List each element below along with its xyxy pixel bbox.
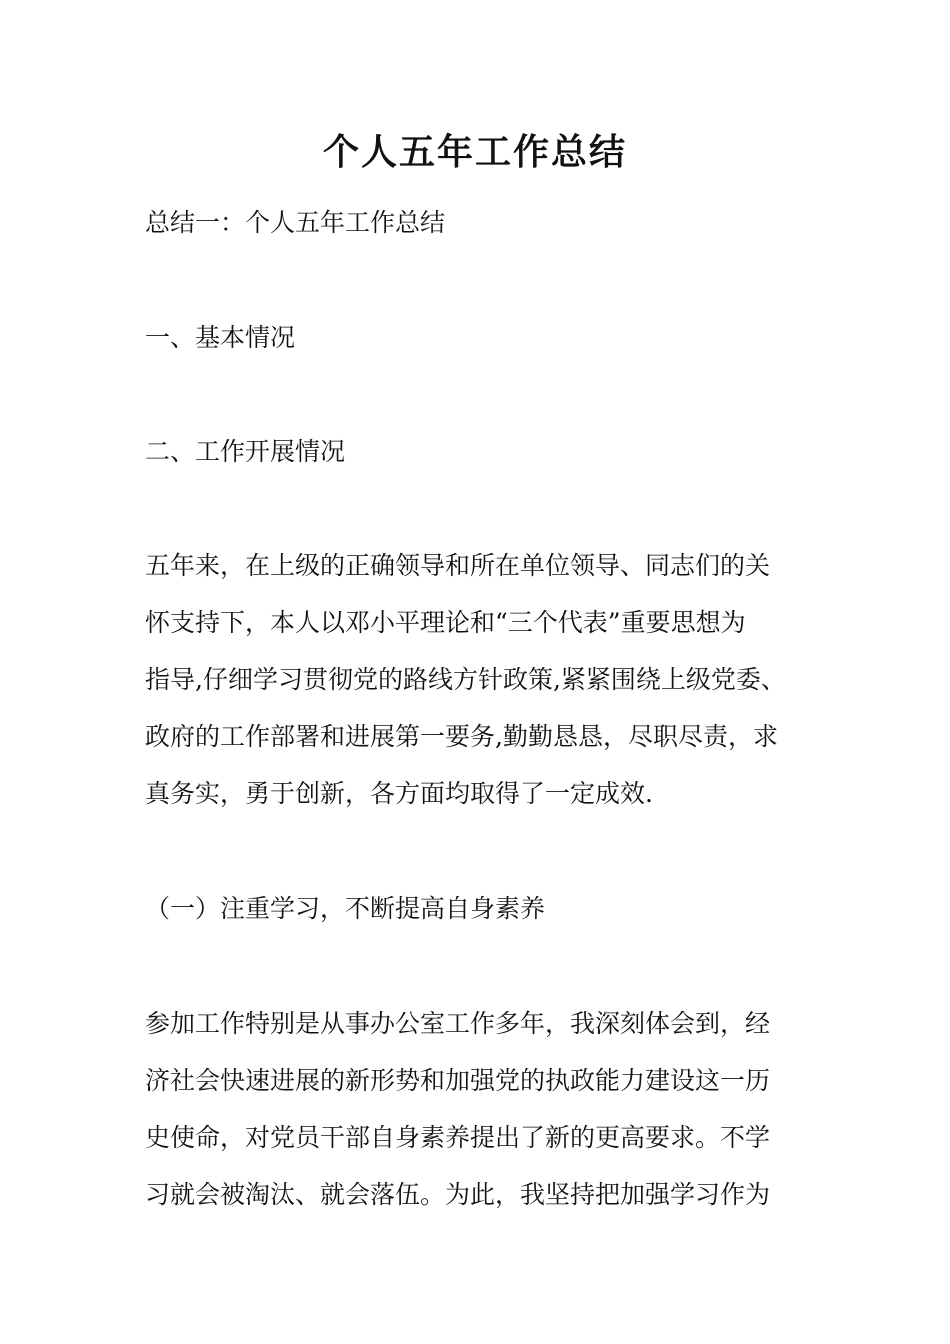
- paragraph-line: 政府的工作部署和进展第一要务,勤勤恳恳，尽职尽责，求: [145, 722, 778, 751]
- section-heading-work: 二、工作开展情况: [145, 437, 346, 466]
- section-heading-basic: 一、基本情况: [145, 323, 296, 352]
- paragraph-line: 指导,仔细学习贯彻党的路线方针政策,紧紧围绕上级党委、: [145, 665, 786, 694]
- paragraph-line: 济社会快速进展的新形势和加强党的执政能力建设这一历: [145, 1066, 771, 1095]
- paragraph-line: 史使命，对党员干部自身素养提出了新的更高要求。不学: [145, 1123, 771, 1152]
- paragraph-line: 真务实，勇于创新，各方面均取得了一定成效.: [145, 779, 653, 808]
- document-subtitle: 总结一：个人五年工作总结: [145, 208, 446, 237]
- paragraph-line: 五年来，在上级的正确领导和所在单位领导、同志们的关: [145, 551, 771, 580]
- subsection-heading-study: （一）注重学习，不断提高自身素养: [145, 894, 546, 923]
- document-title: 个人五年工作总结: [322, 131, 627, 173]
- paragraph-line: 参加工作特别是从事办公室工作多年，我深刻体会到，经: [145, 1009, 771, 1038]
- paragraph-line: 怀支持下，本人以邓小平理论和“三个代表”重要思想为: [145, 608, 746, 637]
- paragraph-line: 习就会被淘汰、就会落伍。为此，我坚持把加强学习作为: [145, 1180, 771, 1209]
